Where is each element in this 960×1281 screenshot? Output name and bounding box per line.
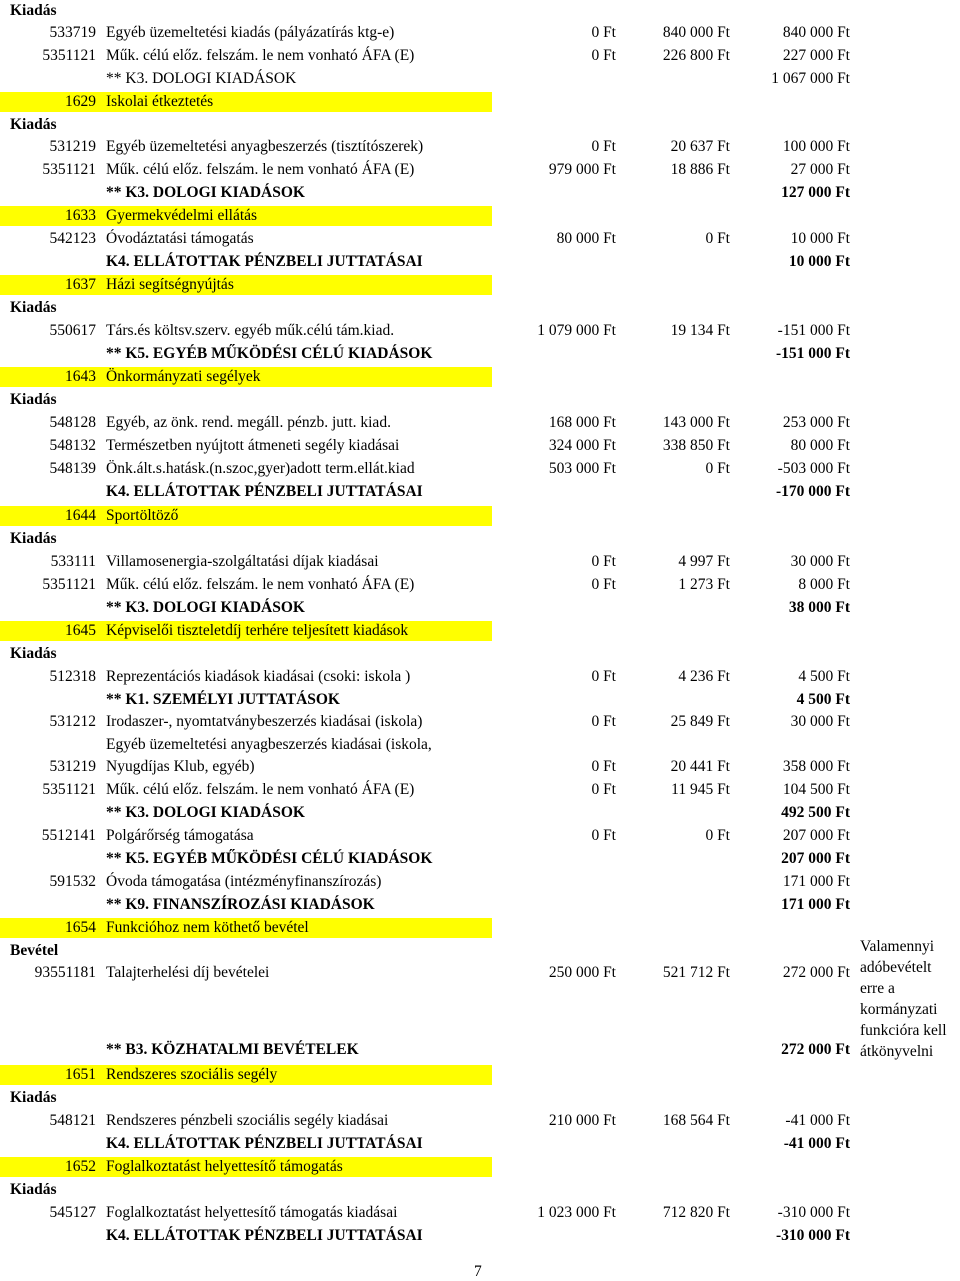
item-description: Önk.ált.s.hatásk.(n.szoc,gyer)adott term.ellát.kiad [106,460,415,477]
table-row [0,228,960,250]
side-note-line: kormányzati [860,1001,938,1018]
function-code: 1645 [65,622,96,639]
subtotal-amount: 492 500 Ft [781,804,850,821]
section-label: Kiadás [10,391,57,408]
item-code: 531219 [49,138,96,155]
table-row [0,711,960,733]
table-row [0,962,960,984]
function-title: Iskolai étkeztetés [106,93,214,110]
item-code: 5351121 [42,47,96,64]
amount-col2: 143 000 Ft [662,414,730,431]
amount-col3: 207 000 Ft [782,827,850,844]
subtotal-label: K4. ELLÁTOTTAK PÉNZBELI JUTTATÁSAI [106,253,423,270]
table-row [0,22,960,44]
section-header [0,1087,960,1109]
amount-col3: -310 000 Ft [777,1204,850,1221]
table-row [0,779,960,801]
section-label: Kiadás [10,116,57,133]
table-row [0,825,960,847]
table-row [0,574,960,596]
side-note-line: funkcióra kell [860,1022,947,1039]
item-description: Egyéb, az önk. rend. megáll. pénzb. jutt. kiad. [106,414,391,431]
subtotal-label: K4. ELLÁTOTTAK PÉNZBELI JUTTATÁSAI [106,1227,423,1244]
section-header [0,528,960,550]
amount-col2: 11 945 Ft [671,781,730,798]
subtotal-label: ** K3. DOLOGI KIADÁSOK [106,70,297,87]
item-code: 550617 [49,322,96,339]
amount-col1: 0 Ft [591,553,616,570]
amount-col3: 227 000 Ft [782,47,850,64]
amount-col2: 0 Ft [705,230,730,247]
subtotal-label: ** K9. FINANSZÍROZÁSI KIADÁSOK [106,896,375,913]
section-header [0,643,960,665]
amount-col3: -503 000 Ft [777,460,850,477]
subtotal-amount: -170 000 Ft [775,483,850,500]
function-title: Házi segítségnyújtás [106,276,234,293]
amount-col2: 1 273 Ft [678,576,730,593]
item-description: Egyéb üzemeltetési anyagbeszerzés (tisztítószerek) [106,138,424,155]
function-title: Foglalkoztatást helyettesítő támogatás [106,1158,343,1175]
function-row [0,620,960,642]
amount-col2: 20 441 Ft [670,758,730,775]
amount-col2: 338 850 Ft [662,437,730,454]
function-row [0,274,960,296]
amount-col3: 10 000 Ft [790,230,850,247]
function-code: 1654 [65,919,96,936]
function-title: Gyermekvédelmi ellátás [106,207,258,224]
subtotal-amount: 10 000 Ft [788,253,850,270]
amount-col3: 358 000 Ft [782,758,850,775]
amount-col3: -41 000 Ft [785,1112,850,1129]
amount-col1: 0 Ft [591,781,616,798]
amount-col1: 210 000 Ft [548,1112,616,1129]
item-code: 93551181 [34,964,96,981]
subtotal-row [0,68,960,90]
function-title: Funkcióhoz nem köthető bevétel [106,919,309,936]
subtotal-row [0,1039,960,1061]
subtotal-label: ** B3. KÖZHATALMI BEVÉTELEK [106,1041,359,1058]
subtotal-row [0,848,960,870]
amount-col1: 250 000 Ft [548,964,616,981]
section-label: Kiadás [10,1181,57,1198]
item-code: 5512141 [41,827,96,844]
table-row [0,666,960,688]
function-code: 1633 [65,207,96,224]
subtotal-label: ** K5. EGYÉB MŰKÖDÉSI CÉLÚ KIADÁSOK [106,850,433,867]
function-row [0,1064,960,1086]
amount-col2: 4 997 Ft [678,553,730,570]
section-header [0,0,960,22]
amount-col2: 0 Ft [705,460,730,477]
amount-col3: 80 000 Ft [790,437,850,454]
table-row [0,412,960,434]
item-description-cont: Nyugdíjas Klub, egyéb) [106,758,255,775]
table-row [0,871,960,893]
amount-col1: 0 Ft [591,827,616,844]
amount-col1: 0 Ft [591,758,616,775]
amount-col2: 168 564 Ft [662,1112,730,1129]
section-label: Kiadás [10,530,57,547]
function-code: 1643 [65,368,96,385]
side-note-line: Valamennyi [860,938,935,955]
amount-col3: 840 000 Ft [782,24,850,41]
amount-col2: 4 236 Ft [678,668,730,685]
subtotal-row [0,597,960,619]
side-note [860,936,960,1062]
item-code: 5351121 [42,781,96,798]
amount-col1: 0 Ft [591,713,616,730]
function-row [0,205,960,227]
subtotal-amount: 4 500 Ft [796,691,850,708]
item-description: Villamosenergia-szolgáltatási díjak kiadásai [106,553,379,570]
item-code: 512318 [49,668,96,685]
amount-col3: 8 000 Ft [798,576,850,593]
amount-col3: 30 000 Ft [790,713,850,730]
function-code: 1651 [65,1066,96,1083]
table-row [0,159,960,181]
function-code: 1637 [65,276,96,293]
subtotal-amount: 1 067 000 Ft [771,70,850,87]
function-code: 1644 [65,507,96,524]
subtotal-label: K4. ELLÁTOTTAK PÉNZBELI JUTTATÁSAI [106,1135,423,1152]
page-number: 7 [474,1263,482,1280]
item-description: Irodaszer-, nyomtatványbeszerzés kiadásai (iskola) [106,713,423,730]
amount-col3: 171 000 Ft [782,873,850,890]
amount-col2: 712 820 Ft [662,1204,730,1221]
item-description: Polgárőrség támogatása [106,827,254,844]
section-label: Kiadás [10,299,57,316]
item-code: 548139 [49,460,96,477]
subtotal-amount: 127 000 Ft [781,184,850,201]
item-description: Műk. célú előz. felszám. le nem vonható ÁFA (E) [106,576,415,593]
subtotal-label: ** K1. SZEMÉLYI JUTTATÁSOK [106,691,340,708]
subtotal-label: ** K3. DOLOGI KIADÁSOK [106,804,305,821]
amount-col3: 253 000 Ft [782,414,850,431]
amount-col3: 104 500 Ft [782,781,850,798]
item-description: Egyéb üzemeltetési anyagbeszerzés kiadásai (iskola, [106,736,432,753]
item-code: 533111 [50,553,96,570]
function-code: 1652 [65,1158,96,1175]
item-code: 591532 [49,873,96,890]
subtotal-label: K4. ELLÁTOTTAK PÉNZBELI JUTTATÁSAI [106,483,423,500]
item-description: Műk. célú előz. felszám. le nem vonható ÁFA (E) [106,781,415,798]
section-label: Kiadás [10,1089,57,1106]
function-code: 1629 [65,93,96,110]
subtotal-amount: -310 000 Ft [775,1227,850,1244]
amount-col3: -151 000 Ft [777,322,850,339]
subtotal-row [0,343,960,365]
side-note-line: adóbevételt [860,959,932,976]
table-row [0,734,960,779]
item-description: Műk. célú előz. felszám. le nem vonható ÁFA (E) [106,47,415,64]
item-code: 531212 [49,713,96,730]
section-header [0,297,960,319]
amount-col1: 324 000 Ft [548,437,616,454]
amount-col2: 521 712 Ft [662,964,730,981]
table-row [0,136,960,158]
table-row [0,458,960,480]
amount-col1: 0 Ft [591,47,616,64]
subtotal-row [0,1225,960,1247]
amount-col1: 0 Ft [591,24,616,41]
amount-col3: 27 000 Ft [790,161,850,178]
amount-col1: 979 000 Ft [548,161,616,178]
section-label: Kiadás [10,2,57,19]
item-description: Óvodáztatási támogatás [106,230,254,247]
amount-col3: 272 000 Ft [782,964,850,981]
item-description: Talajterhelési díj bevételei [106,964,270,981]
section-label: Bevétel [10,942,59,959]
subtotal-row [0,1133,960,1155]
subtotal-row [0,481,960,503]
subtotal-amount: -41 000 Ft [783,1135,850,1152]
amount-col2: 19 134 Ft [670,322,730,339]
amount-col3: 100 000 Ft [782,138,850,155]
item-code: 548121 [49,1112,96,1129]
amount-col2: 18 886 Ft [670,161,730,178]
function-row [0,1156,960,1178]
amount-col2: 25 849 Ft [670,713,730,730]
item-description: Természetben nyújtott átmeneti segély kiadásai [106,437,400,454]
item-description: Társ.és költsv.szerv. egyéb műk.célú tám.kiad. [106,322,395,339]
subtotal-row [0,251,960,273]
section-header [0,114,960,136]
subtotal-row [0,182,960,204]
amount-col2: 0 Ft [705,827,730,844]
function-row [0,917,960,939]
item-description: Foglalkoztatást helyettesítő támogatás kiadásai [106,1204,398,1221]
item-code: 542123 [49,230,96,247]
function-title: Rendszeres szociális segély [106,1066,278,1083]
amount-col1: 0 Ft [591,576,616,593]
subtotal-amount: 272 000 Ft [781,1041,850,1058]
table-row [0,320,960,342]
amount-col1: 168 000 Ft [548,414,616,431]
subtotal-amount: 207 000 Ft [781,850,850,867]
subtotal-amount: 38 000 Ft [788,599,850,616]
amount-col2: 226 800 Ft [662,47,730,64]
item-code: 533719 [49,24,96,41]
side-note-line: erre a [860,980,895,997]
amount-col2: 20 637 Ft [670,138,730,155]
section-label: Kiadás [10,645,57,662]
function-row [0,91,960,113]
function-row [0,505,960,527]
table-row [0,1110,960,1132]
item-code: 548128 [49,414,96,431]
subtotal-row [0,802,960,824]
amount-col3: 30 000 Ft [790,553,850,570]
function-title: Képviselői tiszteletdíj terhére teljesített kiadások [106,622,409,639]
item-code: 5351121 [42,576,96,593]
subtotal-row [0,894,960,916]
subtotal-label: ** K3. DOLOGI KIADÁSOK [106,599,305,616]
item-code: 545127 [49,1204,96,1221]
section-header [0,389,960,411]
amount-col1: 0 Ft [591,138,616,155]
item-code: 531219 [49,758,96,775]
item-description: Reprezentációs kiadások kiadásai (csoki: iskola ) [106,668,411,685]
table-row [0,435,960,457]
table-row [0,1202,960,1224]
subtotal-label: ** K5. EGYÉB MŰKÖDÉSI CÉLÚ KIADÁSOK [106,345,433,362]
section-header [0,940,960,962]
table-row [0,45,960,67]
amount-col1: 80 000 Ft [556,230,616,247]
subtotal-amount: 171 000 Ft [781,896,850,913]
item-description: Műk. célú előz. felszám. le nem vonható ÁFA (E) [106,161,415,178]
amount-col1: 1 023 000 Ft [537,1204,616,1221]
subtotal-row [0,689,960,711]
amount-col1: 0 Ft [591,668,616,685]
item-description: Óvoda támogatása (intézményfinanszírozás) [106,873,382,890]
subtotal-amount: -151 000 Ft [775,345,850,362]
amount-col2: 840 000 Ft [662,24,730,41]
item-description: Rendszeres pénzbeli szociális segély kiadásai [106,1112,389,1129]
side-note-line: átkönyvelni [860,1043,934,1060]
function-title: Sportöltöző [106,507,179,524]
section-header [0,1179,960,1201]
item-code: 548132 [49,437,96,454]
function-row [0,366,960,388]
amount-col3: 4 500 Ft [798,668,850,685]
item-code: 5351121 [42,161,96,178]
item-description: Egyéb üzemeltetési kiadás (pályázatírás ktg-e) [106,24,395,41]
amount-col1: 503 000 Ft [548,460,616,477]
table-row [0,551,960,573]
function-title: Önkormányzati segélyek [106,368,261,385]
amount-col1: 1 079 000 Ft [537,322,616,339]
subtotal-label: ** K3. DOLOGI KIADÁSOK [106,184,305,201]
